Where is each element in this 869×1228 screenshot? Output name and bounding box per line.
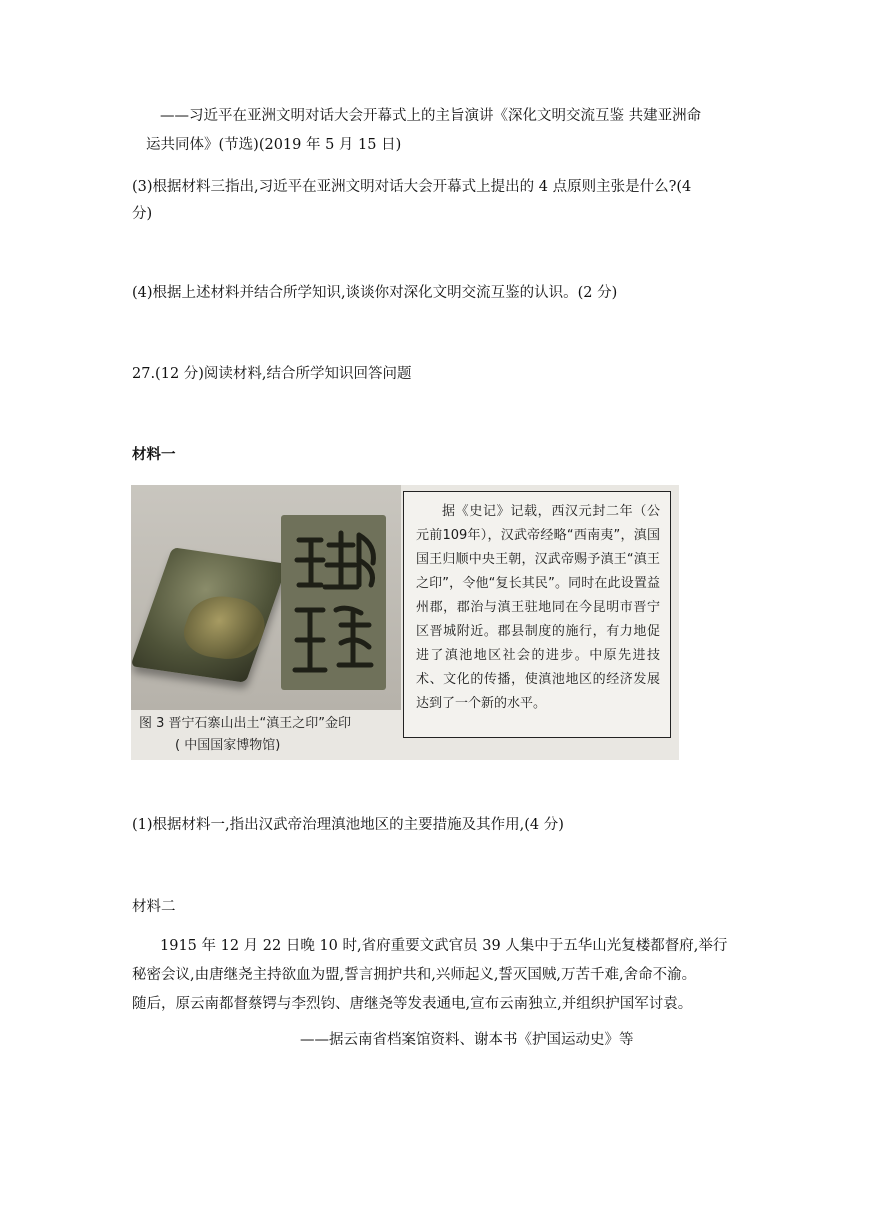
seal-script-glyphs [281, 515, 386, 690]
figure-caption-line-2: ( 中国国家博物馆) [175, 738, 281, 753]
gold-seal-image [131, 547, 288, 683]
figure-text-box [403, 491, 671, 738]
material-2-line-2: 秘密会议,由唐继尧主持欲血为盟,誓言拥护共和,兴师起义,誓灭国贼,万苦千难,舍命不渝。 [132, 967, 697, 983]
material-2-line-3: 随后，原云南都督蔡锷与李烈钧、唐继尧等发表通电,宣布云南独立,并组织护国军讨袁。 [132, 996, 693, 1012]
material-1-figure [131, 485, 679, 760]
question-3-line-2: 分) [132, 206, 153, 222]
material-2-title: 材料二 [132, 899, 176, 915]
figure-caption-line-1: 图 3 晋宁石寨山出土“滇王之印”金印 [139, 716, 352, 731]
material-2-line-1: 1915 年 12 月 22 日晚 10 时,省府重要文武官员 39 人集中于五华山光复楼都督府,举行 [160, 938, 728, 954]
material-1-title: 材料一 [132, 447, 176, 463]
figure-caption [139, 713, 351, 757]
question-4: (4)根据上述材料并结合所学知识,谈谈你对深化文明交流互鉴的认识。(2 分) [132, 285, 618, 301]
material-2-source: ——据云南省档案馆资料、谢本书《护国运动史》等 [300, 1032, 634, 1048]
figure-text-box-content: 据《史记》记载，西汉元封二年（公元前109年），汉武帝经略“西南夷”，滇国国王归顺中央王朝，汉武帝赐予滇王“滇王之印”，令他“复长其民”。同时在此设置益州郡，郡治与滇王驻地同在今昆明市晋宁区晋城附近。郡县制度的施行，有力地促进了滇池地区社会的进步。中原先进技术、文化的传播，使滇池地区的经济发展达到了一个新的水平。 [416, 504, 660, 711]
question-27-1: (1)根据材料一,指出汉武帝治理滇池地区的主要措施及其作用,(4 分) [132, 817, 564, 833]
seal-photo [131, 485, 401, 710]
source-line-1: ——习近平在亚洲文明对话大会开幕式上的主旨演讲《深化文明交流互鉴 共建亚洲命 [160, 108, 702, 124]
seal-imprint-image [281, 515, 386, 690]
seal-snake-knob [176, 592, 274, 663]
source-line-2: 运共同体》(节选)(2019 年 5 月 15 日) [146, 137, 402, 153]
question-3-line-1: (3)根据材料三指出,习近平在亚洲文明对话大会开幕式上提出的 4 点原则主张是什么?(4 [132, 179, 692, 195]
question-27-heading: 27.(12 分)阅读材料,结合所学知识回答问题 [132, 366, 412, 382]
